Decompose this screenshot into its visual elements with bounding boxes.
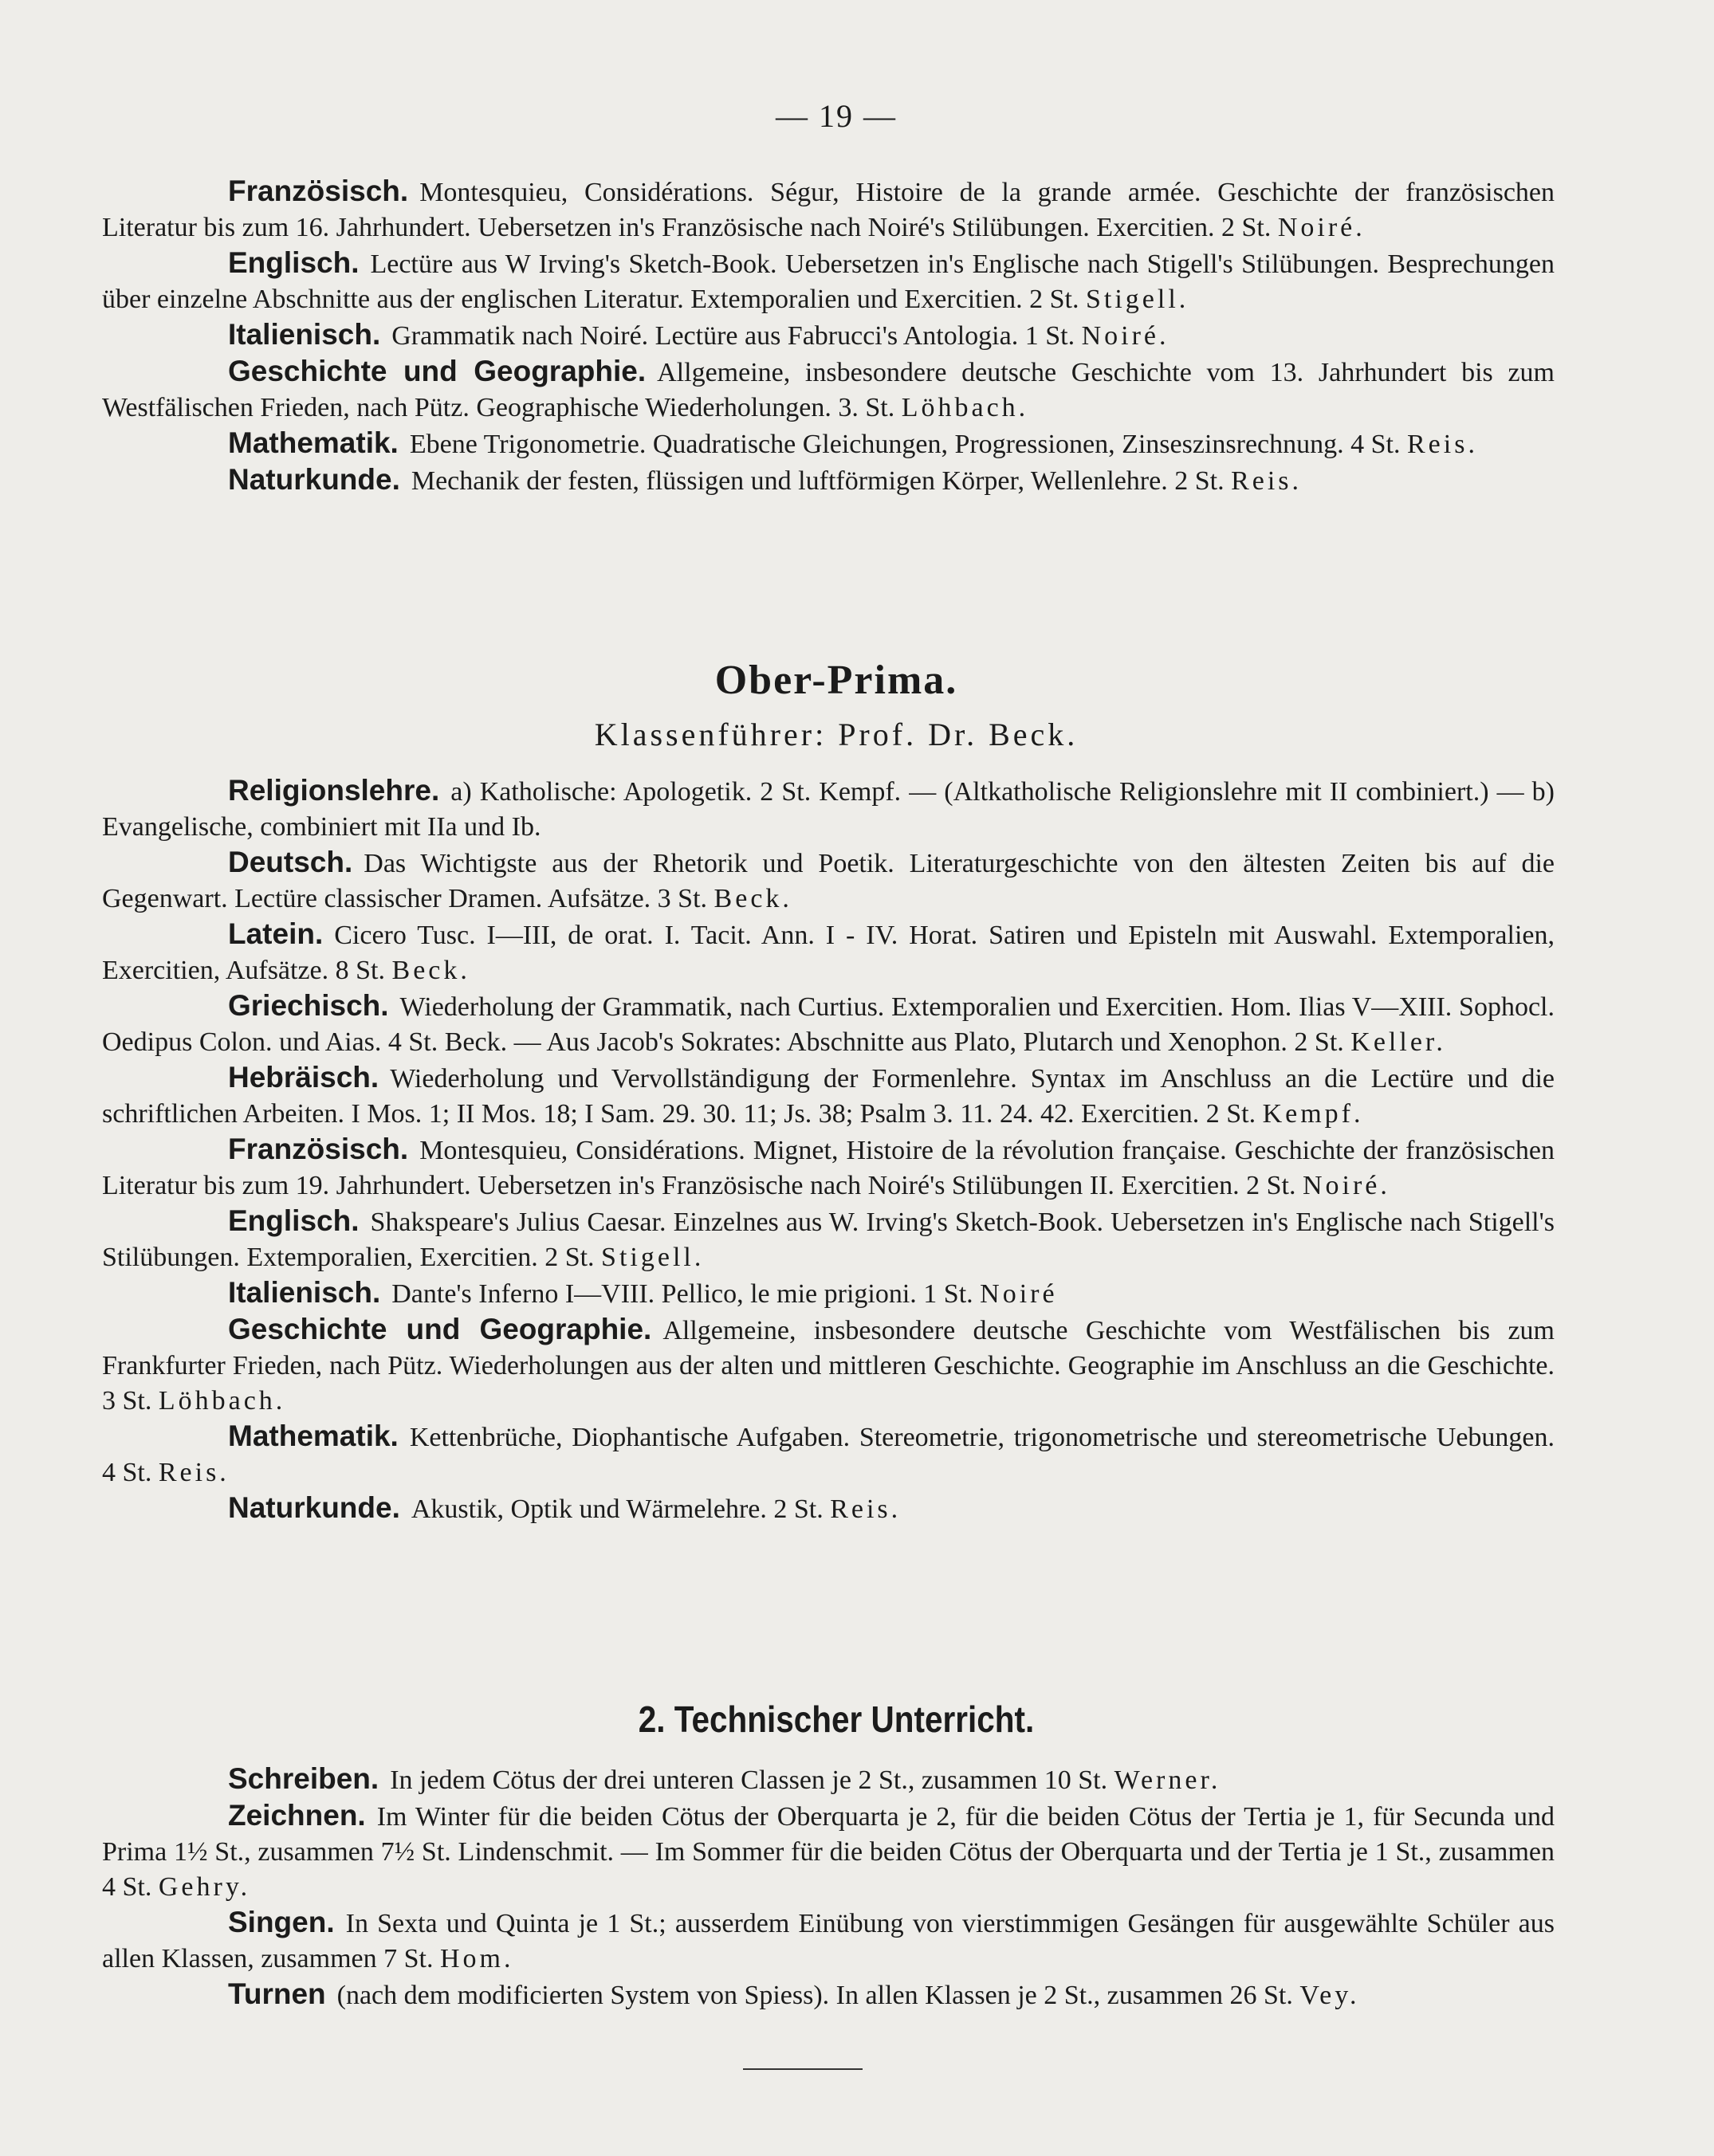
entry-franzoesisch — [102, 174, 1555, 245]
subject: Griechisch. — [228, 989, 389, 1022]
subject: Englisch. — [228, 246, 360, 279]
page-number: — 19 — — [776, 98, 897, 134]
subject: Geschichte und Geographie. — [228, 1313, 652, 1345]
entry-text: Dante's Inferno I—VIII. Pellico, le mie prigioni. 1 St. — [391, 1279, 973, 1309]
entry-mathematik — [102, 426, 1555, 462]
entry-religionslehre — [102, 773, 1555, 845]
subject: Mathematik. — [228, 1420, 399, 1452]
entry-griechisch — [102, 988, 1555, 1060]
entry-text: Wiederholung der Grammatik, nach Curtius. Extemporalien und Exercitien. Hom. Ilias V—XIII. Sophocl. Oedipus Colon. und Aias. 4 St. Beck. — Aus Jacob's Sokrates: Abschnitte aus Plato, Plutarch und Xenophon. 2 St. — [102, 992, 1555, 1057]
subject: Singen. — [228, 1906, 335, 1938]
entry-text: Akustik, Optik und Wärmelehre. 2 St. — [411, 1494, 824, 1524]
entry-englisch — [102, 245, 1555, 317]
entry-text: Das Wichtigste aus der Rhetorik und Poetik. Literaturgeschichte von den ältesten Zeiten bis auf die Gegenwart. Lectüre classischer Dramen. Aufsätze. 3 St. — [102, 849, 1555, 913]
teacher: Löhbach. — [158, 1386, 286, 1416]
subject: Mathematik. — [228, 426, 399, 459]
entry-franzoesisch — [102, 1132, 1555, 1204]
entry-schreiben — [102, 1761, 1555, 1798]
subject: Französisch. — [228, 1133, 409, 1165]
entry-mathematik — [102, 1419, 1555, 1490]
teacher: Reis. — [158, 1458, 230, 1487]
subject: Latein. — [228, 917, 324, 950]
subject: Italienisch. — [228, 1276, 381, 1309]
entry-turnen — [102, 1977, 1555, 2013]
teacher: Noiré. — [1302, 1171, 1390, 1200]
entry-text: Shakspeare's Julius Caesar. Einzelnes aus W. Irving's Sketch-Book. Uebersetzen in's Englische nach Stigell's Stilübungen. Extemporalien, Exercitien. 2 St. — [102, 1208, 1555, 1272]
entry-geschichte — [102, 1312, 1555, 1419]
entry-italienisch — [102, 1275, 1555, 1312]
entry-text: Cicero Tusc. I—III, de orat. I. Tacit. Ann. I - IV. Horat. Satiren und Episteln mit Auswahl. Extemporalien, Exercitien, Aufsätze. 8 St. — [102, 921, 1555, 985]
teacher: Beck. — [714, 884, 792, 913]
entry-hebraeisch — [102, 1060, 1555, 1132]
entry-text: Im Winter für die beiden Cötus der Oberquarta je 2, für die beiden Cötus der Tertia je 1, für Secunda und Prima 1½ St., zusammen 7½ St. Lindenschmit. — Im Sommer für die beiden Cötus der Oberquarta und der Tertia je 1 St., zusammen 4 St. — [102, 1802, 1555, 1902]
entry-text: In jedem Cötus der drei unteren Classen je 2 St., zusammen 10 St. — [390, 1765, 1108, 1795]
subject: Englisch. — [228, 1204, 360, 1237]
entry-text: In Sexta und Quinta je 1 St.; ausserdem Einübung von vierstimmigen Gesängen für ausgewählte Schüler aus allen Klassen, zusammen 7 St. — [102, 1909, 1555, 1973]
subject: Religionslehre. — [228, 774, 440, 807]
entry-text: (nach dem modificierten System von Spiess). In allen Klassen je 2 St., zusammen 26 St. — [336, 1981, 1293, 2010]
teacher: Reis. — [1407, 430, 1478, 459]
entry-geschichte — [102, 354, 1555, 426]
teacher: Vey. — [1299, 1981, 1360, 2010]
entry-text: Mechanik der festen, flüssigen und luftförmigen Körper, Wellenlehre. 2 St. — [411, 466, 1225, 496]
teacher: Beck. — [391, 956, 470, 985]
teacher: Noiré. — [1277, 213, 1366, 242]
entry-naturkunde — [102, 1490, 1555, 1527]
teacher: Gehry. — [158, 1872, 251, 1902]
entry-text: Wiederholung und Vervollständigung der Formenlehre. Syntax im Anschluss an die Lectüre und die schriftlichen Arbeiten. I Mos. 1; II Mos. 18; I Sam. 29. 30. 11; Js. 38; Psalm 3. 11. 24. 42. Exercitien. 2 St. — [102, 1064, 1555, 1129]
teacher: Noiré. — [1081, 321, 1170, 351]
entry-text: Montesquieu, Considérations. Ségur, Histoire de la grande armée. Geschichte der französischen Literatur bis zum 16. Jahrhundert. Uebersetzen in's Französische nach Noiré's Stilübungen. Exercitien. 2 St. — [102, 178, 1555, 242]
technical-section — [102, 1761, 1555, 2013]
subject: Hebräisch. — [228, 1061, 379, 1094]
entry-text: Ebene Trigonometrie. Quadratische Gleichungen, Progressionen, Zinseszinsrechnung. 4 St. — [409, 430, 1401, 459]
subject: Geschichte und Geographie. — [228, 355, 647, 387]
teacher: Stigell. — [1086, 285, 1189, 314]
teacher: Reis. — [830, 1494, 902, 1524]
closing-rule — [743, 2068, 863, 2070]
subject: Naturkunde. — [228, 1491, 400, 1524]
technical-section-title: 2. Technischer Unterricht. — [638, 1698, 1035, 1740]
entry-text: Lectüre aus W Irving's Sketch-Book. Uebersetzen in's Englische nach Stigell's Stilübungen. Besprechungen über einzelne Abschnitte aus der englischen Literatur. Extemporalien und Exercitien. 2 St. — [102, 249, 1555, 314]
subject: Deutsch. — [228, 846, 353, 878]
teacher: Werner. — [1114, 1765, 1221, 1795]
subject: Französisch. — [228, 175, 409, 207]
teacher: Reis. — [1231, 466, 1303, 496]
entry-text: Kettenbrüche, Diophantische Aufgaben. Stereometrie, trigonometrische und stereometrische Uebungen. 4 St. — [102, 1423, 1555, 1487]
entry-text: a) Katholische: Apologetik. 2 St. Kempf. — (Altkatholische Religionslehre mit II combiniert.) — b) Evangelische, combiniert mit IIa und Ib. — [102, 777, 1555, 842]
unter-prima-section — [102, 174, 1555, 499]
entry-text: Allgemeine, insbesondere deutsche Geschichte vom 13. Jahrhundert bis zum Westfälischen Frieden, nach Pütz. Geographische Wiederholungen. 3. St. — [102, 358, 1555, 422]
section-subtitle: Klassenführer: Prof. Dr. Beck. — [594, 717, 1079, 752]
subject: Turnen — [228, 1977, 326, 2010]
subject: Zeichnen. — [228, 1799, 366, 1832]
entry-naturkunde — [102, 462, 1555, 499]
teacher: Stigell. — [601, 1243, 705, 1272]
teacher: Löhbach. — [901, 393, 1029, 422]
section-title: Ober-Prima. — [714, 658, 958, 703]
subject: Naturkunde. — [228, 463, 400, 496]
entry-englisch — [102, 1204, 1555, 1275]
entry-text: Montesquieu, Considérations. Mignet, Histoire de la révolution française. Geschichte der französischen Literatur bis zum 19. Jahrhundert. Uebersetzen in's Französische nach Noiré's Stilübungen II. Exercitien. 2 St. — [102, 1136, 1555, 1200]
entry-zeichnen — [102, 1798, 1555, 1905]
entry-latein — [102, 917, 1555, 988]
teacher: Hom. — [439, 1944, 514, 1973]
entry-singen — [102, 1905, 1555, 1977]
subject: Schreiben. — [228, 1762, 379, 1795]
entry-italienisch — [102, 317, 1555, 354]
teacher: Kempf. — [1262, 1099, 1364, 1129]
entry-text: Allgemeine, insbesondere deutsche Geschichte vom Westfälischen bis zum Frankfurter Frieden, nach Pütz. Wiederholungen aus der alten und mittleren Geschichte. Geographie im Anschluss an die Geschichte. 3 St. — [102, 1316, 1555, 1416]
subject: Italienisch. — [228, 318, 381, 351]
teacher: Keller. — [1350, 1027, 1446, 1057]
teacher: Noiré — [980, 1279, 1058, 1309]
entry-text: Grammatik nach Noiré. Lectüre aus Fabrucci's Antologia. 1 St. — [391, 321, 1075, 351]
ober-prima-section — [102, 773, 1555, 1527]
entry-deutsch — [102, 845, 1555, 917]
